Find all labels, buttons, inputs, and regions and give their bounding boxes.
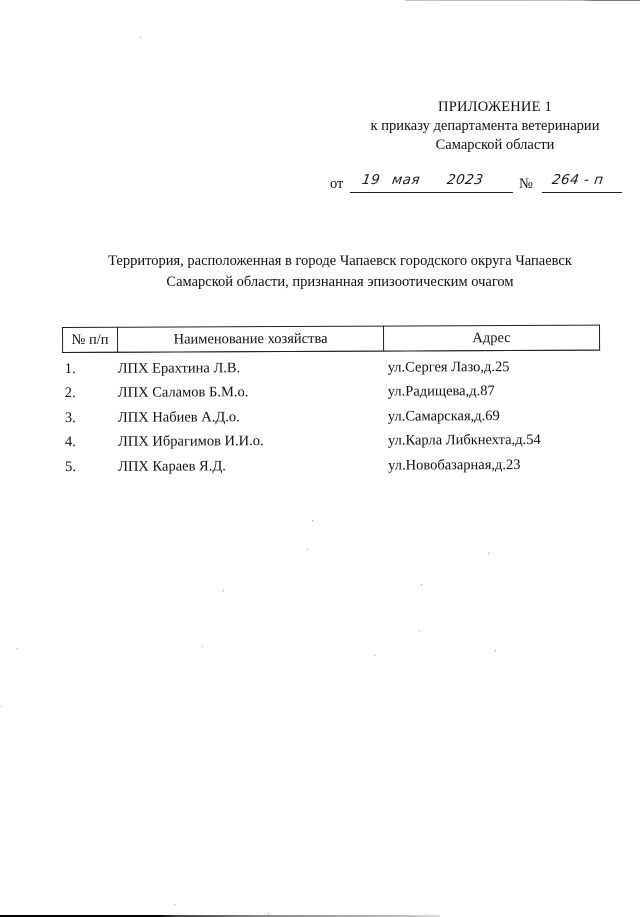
scan-speck: [312, 520, 313, 521]
scan-speck: [17, 648, 18, 649]
appendix-header: [330, 98, 630, 155]
row-farm-name: ЛПХ Ерахтина Л.В.: [117, 359, 241, 377]
row-farm-name: ЛПХ Набиев А.Д.о.: [117, 408, 240, 426]
table-header-row: [63, 325, 600, 352]
scan-speck: [374, 655, 375, 656]
scan-speck: [488, 553, 489, 554]
header-farm-name: Наименование хозяйства: [118, 326, 384, 352]
scan-speck: [1, 706, 2, 707]
scan-speck: [174, 904, 175, 905]
row-number: 1.: [64, 360, 76, 377]
row-farm-name: ЛПХ Караев Я.Д.: [118, 457, 226, 475]
row-address: ул.Сергея Лазо,д.25: [387, 358, 510, 376]
appendix-region: Самарской области: [435, 137, 555, 153]
row-address: ул.Самарская,д.69: [387, 407, 500, 425]
header-number: № п/п: [63, 327, 118, 352]
handwritten-day: 19: [360, 172, 382, 188]
handwritten-order-number: 264 - п: [550, 172, 605, 188]
scan-speck: [223, 590, 224, 591]
scan-speck: [307, 549, 308, 550]
row-address: ул.Новобазарная,д.23: [388, 456, 521, 474]
table-row: [63, 375, 600, 402]
date-prefix-label: от: [330, 176, 344, 192]
row-farm-name: ЛПХ Саламов Б.М.о.: [117, 384, 249, 401]
row-farm-name: ЛПХ Ибрагимов И.И.о.: [117, 433, 264, 450]
table-row: [63, 449, 600, 476]
farms-table: [62, 325, 601, 476]
handwritten-month: мая: [390, 172, 422, 188]
heading-line-1: Территория, расположенная в городе Чапаевск городского округа Чапаевск: [108, 253, 572, 269]
scan-speck: [495, 650, 496, 651]
order-date-number-line: [330, 172, 630, 196]
row-number: 2.: [64, 384, 76, 401]
number-prefix-label: №: [519, 176, 533, 192]
table-row: [63, 400, 600, 427]
row-number: 4.: [64, 433, 76, 450]
heading-line-2: Самарской области, признанная эпизоотическим очагом: [166, 274, 514, 290]
row-address: ул.Радищева,д.87: [387, 383, 495, 400]
handwritten-year: 2023: [445, 172, 485, 188]
document-heading: [60, 251, 620, 293]
scan-speck: [140, 37, 141, 38]
scan-speck: [202, 646, 203, 647]
scan-speck: [419, 630, 420, 631]
table-row: [63, 424, 600, 451]
scan-edge-top: [405, 0, 640, 1]
row-address: ул.Карла Либкнехта,д.54: [387, 431, 541, 449]
appendix-title: ПРИЛОЖЕНИЕ 1: [438, 99, 552, 115]
row-number: 3.: [64, 409, 76, 426]
row-number: 5.: [65, 458, 77, 475]
header-address: Адрес: [383, 325, 599, 351]
table-row: [63, 350, 600, 377]
scan-speck: [268, 913, 269, 914]
appendix-order-reference: к приказу департамента ветеринарии: [370, 118, 600, 134]
scan-speck: [421, 584, 422, 585]
